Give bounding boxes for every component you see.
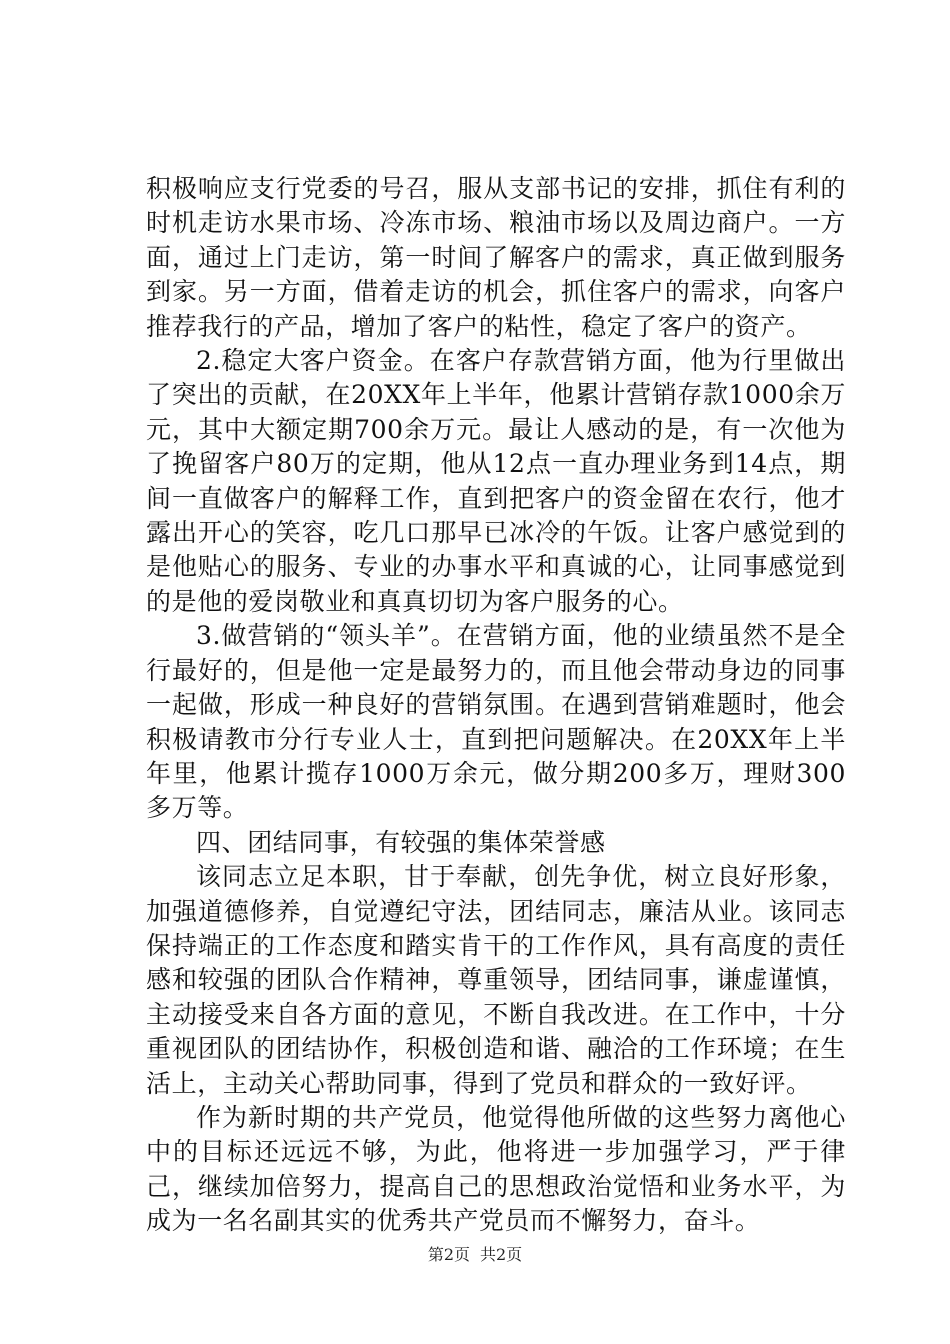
paragraph-unity-details: 该同志立足本职，甘于奉献，创先争优，树立良好形象，加强道德修养，自觉遵纪守法，团结同志，廉洁从业。该同志保持端正的工作态度和踏实肯干的工作作风，具有高度的责任感和较强的团队合作精神，尊重领导，团结同事，谦虚谨慎，主动接受来自各方面的意见，不断自我改进。在工作中，十分重视团队的团结协作，积极创造和谐、融洽的工作环境；在生活上，主动关心帮助同事，得到了党员和群众的一致好评。 xyxy=(146,862,846,1098)
page-total: 共2页 xyxy=(480,1245,523,1264)
paragraph-stable-deposits: 2.稳定大客户资金。在客户存款营销方面，他为行里做出了突出的贡献，在20XX年上半年，他累计营销存款1000余万元，其中大额定期700余万元。最让人感动的是，有一次他为了挽留客户80万的定期，他从12点一直办理业务到14点，期间一直做客户的解释工作，直到把客户的资金留在农行，他才露出开心的笑容，吃几口那早已冰冷的午饭。让客户感觉到的是他贴心的服务、专业的办事水平和真诚的心，让同事感觉到的是他的爱岗敬业和真真切切为客户服务的心。 xyxy=(146,346,846,616)
section-heading-unity: 四、团结同事，有较强的集体荣誉感 xyxy=(196,827,606,857)
paragraph-continued-visits: 积极响应支行党委的号召，服从支部书记的安排，抓住有利的时机走访水果市场、冷冻市场、粮油市场以及周边商户。一方面，通过上门走访，第一时间了解客户的需求，真正做到服务到家。另一方面，借着走访的机会，抓住客户的需求，向客户推荐我行的产品，增加了客户的粘性，稳定了客户的资产。 xyxy=(146,174,846,341)
document-body xyxy=(146,172,846,1239)
paragraph-marketing-leader: 3.做营销的“领头羊”。在营销方面，他的业绩虽然不是全行最好的，但是他一定是最努力的，而且他会带动身边的同事一起做，形成一种良好的营销氛围。在遇到营销难题时，他会积极请教市分行专业人士，直到把问题解决。在20XX年上半年里，他累计揽存1000万余元，做分期200多万，理财300多万等。 xyxy=(146,621,846,823)
paragraph-conclusion: 作为新时期的共产党员，他觉得他所做的这些努力离他心中的目标还远远不够，为此，他将进一步加强学习，严于律己，继续加倍努力，提高自己的思想政治觉悟和业务水平，为成为一名名副其实的优秀共产党员而不懈努力，奋斗。 xyxy=(146,1102,846,1236)
page-number: 第2页 xyxy=(427,1245,470,1264)
page-footer xyxy=(0,1244,950,1266)
